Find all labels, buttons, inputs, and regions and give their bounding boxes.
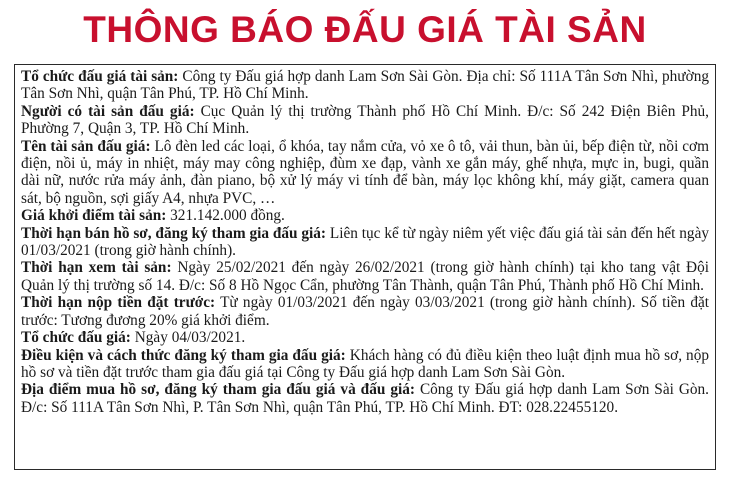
item-text: Ngày 04/03/2021. xyxy=(130,329,246,347)
item-label: Tổ chức đấu giá: xyxy=(21,329,131,347)
item-text: Cục Quản lý thị trường Thành phố Hồ Chí Minh. Đ/c: Số 242 Điện Biên Phủ, Phường 7, Quận 3, TP. Hồ Chí Minh. xyxy=(21,102,709,138)
item-text: 321.142.000 đồng. xyxy=(166,207,285,225)
item-deposit-deadline xyxy=(21,294,709,329)
item-label: Thời hạn bán hồ sơ, đăng ký tham gia đấu giá: xyxy=(21,224,327,242)
notice-title: THÔNG BÁO ĐẤU GIÁ TÀI SẢN xyxy=(83,9,647,50)
item-registration-conditions xyxy=(21,347,709,382)
item-text: Từ ngày 01/03/2021 đến ngày 03/03/2021 (trong giờ hành chính). Số tiền đặt trước: Tương đương 20% giá khởi điểm. xyxy=(21,294,710,329)
item-label: Địa điểm mua hồ sơ, đăng ký tham gia đấu giá và đấu giá: xyxy=(21,381,415,399)
item-asset-name xyxy=(21,138,709,208)
item-asset-owner xyxy=(21,103,709,138)
item-auction-date xyxy=(21,329,709,346)
item-viewing-period xyxy=(21,259,709,294)
item-text: Lô đèn led các loại, ổ khóa, tay nắm cửa, vỏ xe ô tô, vải thun, bàn ủi, bếp điện từ, nồi cơm điện, nồi ủ, máy in nhiệt, máy may công nghiệp, đùm xe đạp, vành xe gắn máy, ghế nhựa, mực in, bugi, quần dài nữ, nước rửa máy ảnh, đàn piano, bộ xử lý máy vi tính để bàn, máy lọc không khí, máy giặt, camera quan sát, bộ nguồn, sợi giấy A4, nhựa PVC, … xyxy=(21,137,710,207)
item-location xyxy=(21,381,709,416)
item-label: Giá khởi điểm tài sản: xyxy=(21,207,167,225)
item-text: Công ty Đấu giá hợp danh Lam Sơn Sài Gòn. Đ/c: Số 111A Tân Sơn Nhì, P. Tân Sơn Nhì, quận Tân Phú, TP. Hồ Chí Minh. ĐT: 028.22455120. xyxy=(21,381,709,416)
item-text: Liên tục kể từ ngày niêm yết việc đấu giá tài sản đến hết ngày 01/03/2021 (trong giờ hành chính). xyxy=(21,224,710,260)
item-auction-organizer xyxy=(21,68,709,103)
item-text: Khách hàng có đủ điều kiện theo luật định mua hồ sơ, nộp hồ sơ và tiền đặt trước tham gia đấu giá tại Công ty Đấu giá hợp danh Lam Sơn Sài Gòn. xyxy=(21,346,709,381)
item-label: Người có tài sản đấu giá: xyxy=(21,102,195,120)
item-label: Tên tài sản đấu giá: xyxy=(21,137,151,155)
item-text: Công ty Đấu giá hợp danh Lam Sơn Sài Gòn. Địa chỉ: Số 111A Tân Sơn Nhì, phường Tân Sơn Nhì, quận Tân Phú, TP. Hồ Chí Minh. xyxy=(21,68,709,103)
item-dossier-deadline xyxy=(21,225,709,260)
item-label: Điều kiện và cách thức đăng ký tham gia đấu giá: xyxy=(21,346,346,364)
item-starting-price xyxy=(21,207,709,224)
item-label: Thời hạn nộp tiền đặt trước: xyxy=(21,294,216,312)
item-text: Ngày 25/02/2021 đến ngày 26/02/2021 (trong giờ hành chính) tại kho tang vật Đội Quản lý thị trường số 14. Đ/c: Số 8 Hồ Ngọc Cẩn, phường Tân Thành, quận Tân Phú, Thành phố Hồ Chí Minh. xyxy=(21,259,709,294)
item-label: Thời hạn xem tài sản: xyxy=(21,259,172,277)
item-label: Tổ chức đấu giá tài sản: xyxy=(21,68,179,85)
notice-body xyxy=(14,64,716,470)
